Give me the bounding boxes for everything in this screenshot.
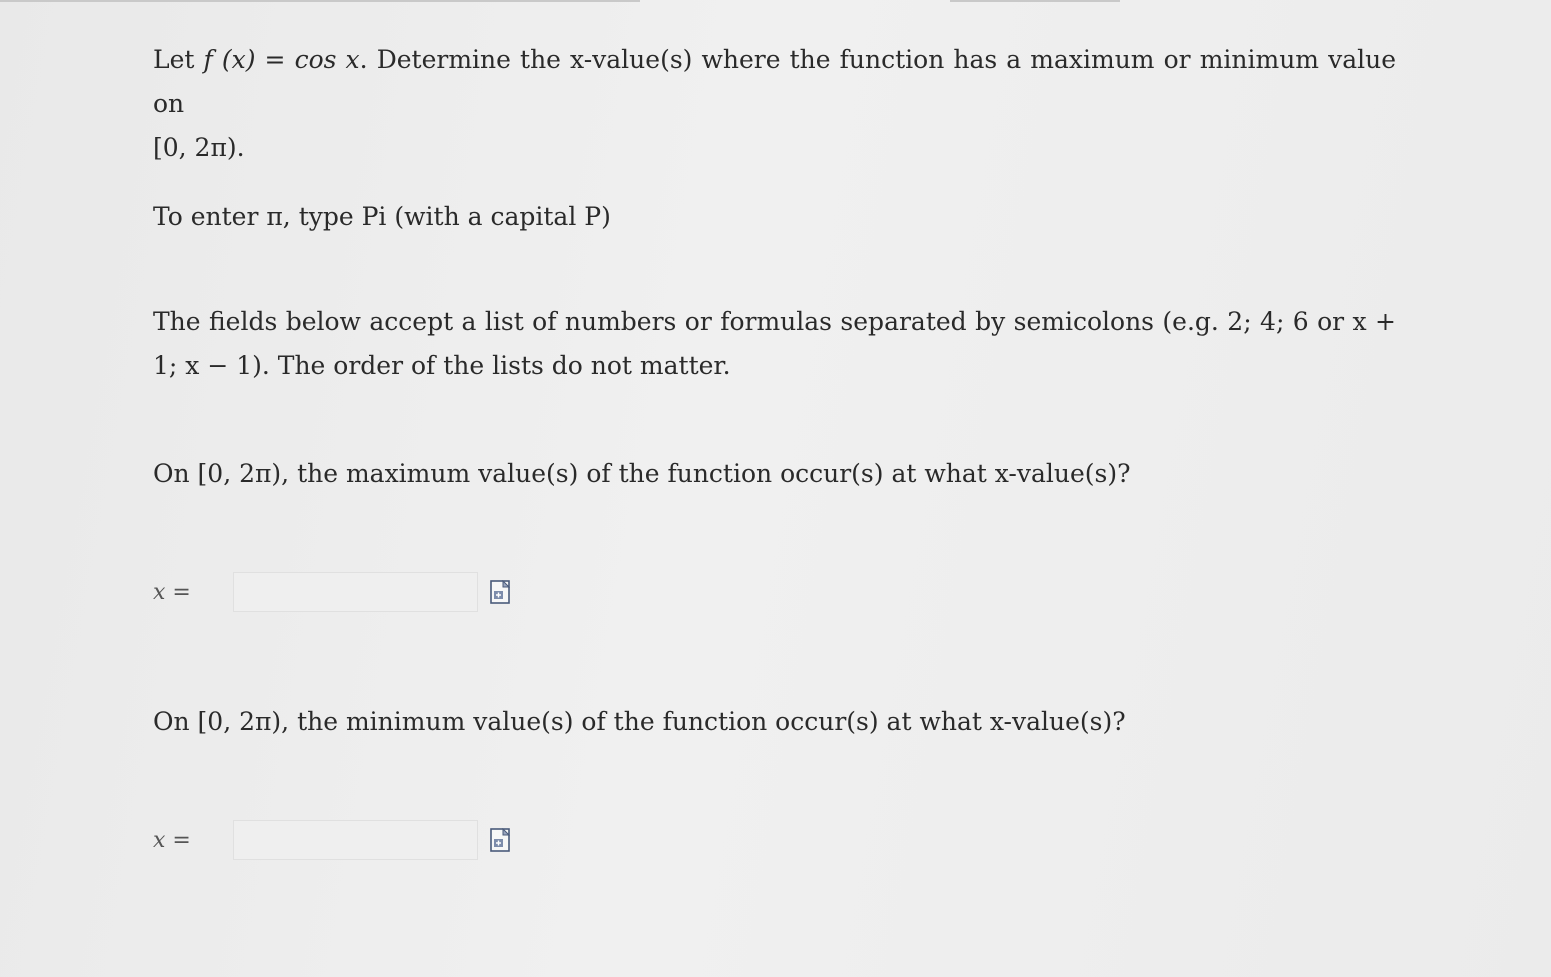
max-answer-row [153,570,510,614]
top-border-left [0,0,640,2]
pi-hint: To enter π, type Pi (with a capital P) [153,202,611,231]
min-x-label: x = [153,827,191,853]
min-question: On [0, 2π), the minimum value(s) of the function occur(s) at what x-value(s)? [153,707,1126,736]
top-border-right [950,0,1120,2]
instructions-text: The fields below accept a list of numbers or formulas separated by semicolons (e.g. 2; 4; 6 or x + 1; x − 1). The order of the lists do not matter. [153,307,1396,380]
max-document-icon[interactable] [490,580,510,604]
question-function: f (x) = cos x [203,45,360,74]
min-answer-input[interactable] [233,820,478,860]
question-text [153,38,1396,170]
min-document-icon[interactable] [490,828,510,852]
question-interval: [0, 2π) [153,133,237,162]
max-answer-input[interactable] [233,572,478,612]
question-intro-rest: . Determine the x-value(s) where the function has a maximum or minimum value on [153,45,1397,118]
question-interval-tail: . [236,133,245,162]
min-answer-row [153,818,510,862]
question-intro-let: Let [153,45,204,74]
max-question: On [0, 2π), the maximum value(s) of the function occur(s) at what x-value(s)? [153,459,1131,488]
max-x-label: x = [153,579,191,605]
